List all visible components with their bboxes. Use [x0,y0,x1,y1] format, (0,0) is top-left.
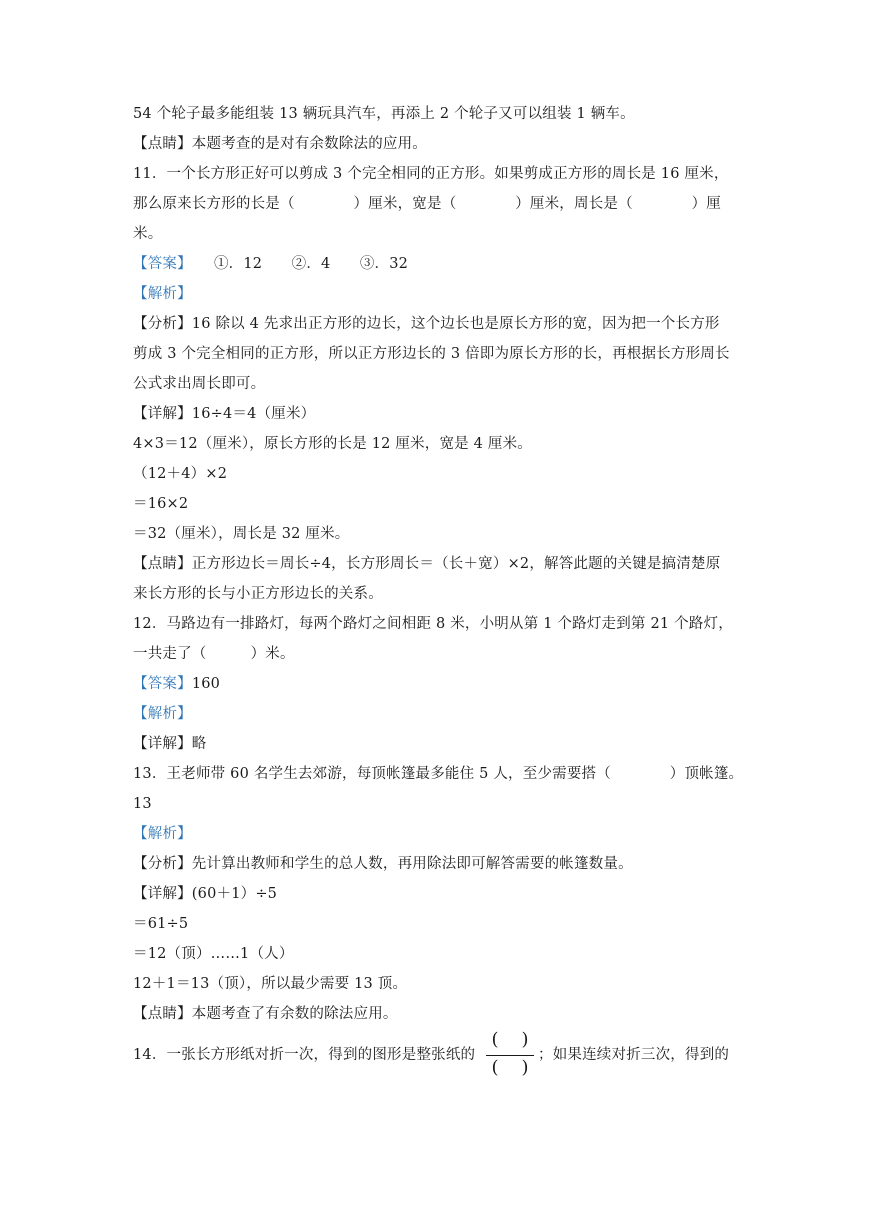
text-line: 54 个轮子最多能组装 13 辆玩具汽车，再添上 2 个轮子又可以组装 1 辆车。 [133,106,635,122]
answer-line: 13 [133,796,152,812]
question-12-line: 一共走了（ ）米。 [133,646,295,662]
analysis-label: 【解析】 [133,706,192,722]
detail-line: 4×3＝12（厘米），原长方形的长是 12 厘米，宽是 4 厘米。 [133,436,533,452]
detail-line: ＝61÷5 [133,916,189,932]
question-13-line: 13．王老师带 60 名学生去郊游，每顶帐篷最多能住 5 人，至少需要搭（ ）顶帐篷。 [133,766,744,782]
detail-line: ＝12（顶）……1（人） [133,946,294,962]
key-point-line: 【点睛】正方形边长＝周长÷4，长方形周长＝（长＋宽）×2，解答此题的关键是搞清楚原 [133,556,721,572]
detail-line: 【详解】16÷4＝4（厘米） [133,406,316,422]
answer-line: 【答案】160 [133,676,221,692]
key-point-line: 来长方形的长与小正方形边长的关系。 [133,586,383,602]
answer-line: 【答案】 ①．12 ②．4 ③．32 [133,256,409,272]
detail-line: （12＋4）×2 [133,466,228,482]
analysis-line: 【分析】先计算出教师和学生的总人数，再用除法即可解答需要的帐篷数量。 [133,856,633,872]
fraction-blank [484,1028,536,1080]
detail-line: ＝16×2 [133,496,189,512]
analysis-line: 剪成 3 个完全相同的正方形，所以正方形边长的 3 倍即为原长方形的长，再根据长方形周长 [133,346,730,362]
answer-label: 【答案】 [133,256,185,272]
analysis-label: 【解析】 [133,826,192,842]
question-11-line: 那么原来长方形的长是（ ）厘米，宽是（ ）厘米，周长是（ ）厘 [133,196,721,212]
text-line: 【点睛】本题考查的是对有余数除法的应用。 [133,136,427,152]
fraction-denominator: ( ) [491,1057,529,1078]
detail-line: 【详解】(60＋1）÷5 [133,886,278,902]
question-11-line: 11．一个长方形正好可以剪成 3 个完全相同的正方形。如果剪成正方形的周长是 16 厘米， [133,166,729,182]
detail-line: 12＋1＝13（顶），所以最少需要 13 顶。 [133,976,408,992]
detail-line: ＝32（厘米），周长是 32 厘米。 [133,526,350,542]
fraction-numerator: ( ) [491,1029,529,1050]
question-14-continuation: ；如果连续对折三次，得到的 [538,1047,730,1063]
key-point-line: 【点睛】本题考查了有余数的除法应用。 [133,1006,398,1022]
question-12-line: 12．马路边有一排路灯，每两个路灯之间相距 8 米，小明从第 1 个路灯走到第 21 个路灯， [133,616,733,632]
question-14-line: 14．一张长方形纸对折一次，得到的图形是整张纸的 [133,1047,476,1063]
detail-line: 【详解】略 [133,736,207,752]
fraction-bar [486,1055,534,1056]
analysis-label: 【解析】 [133,286,192,302]
question-11-line: 米。 [133,226,163,242]
analysis-line: 公式求出周长即可。 [133,376,266,392]
analysis-line: 【分析】16 除以 4 先求出正方形的边长，这个边长也是原长方形的宽，因为把一个长方形 [133,316,720,332]
